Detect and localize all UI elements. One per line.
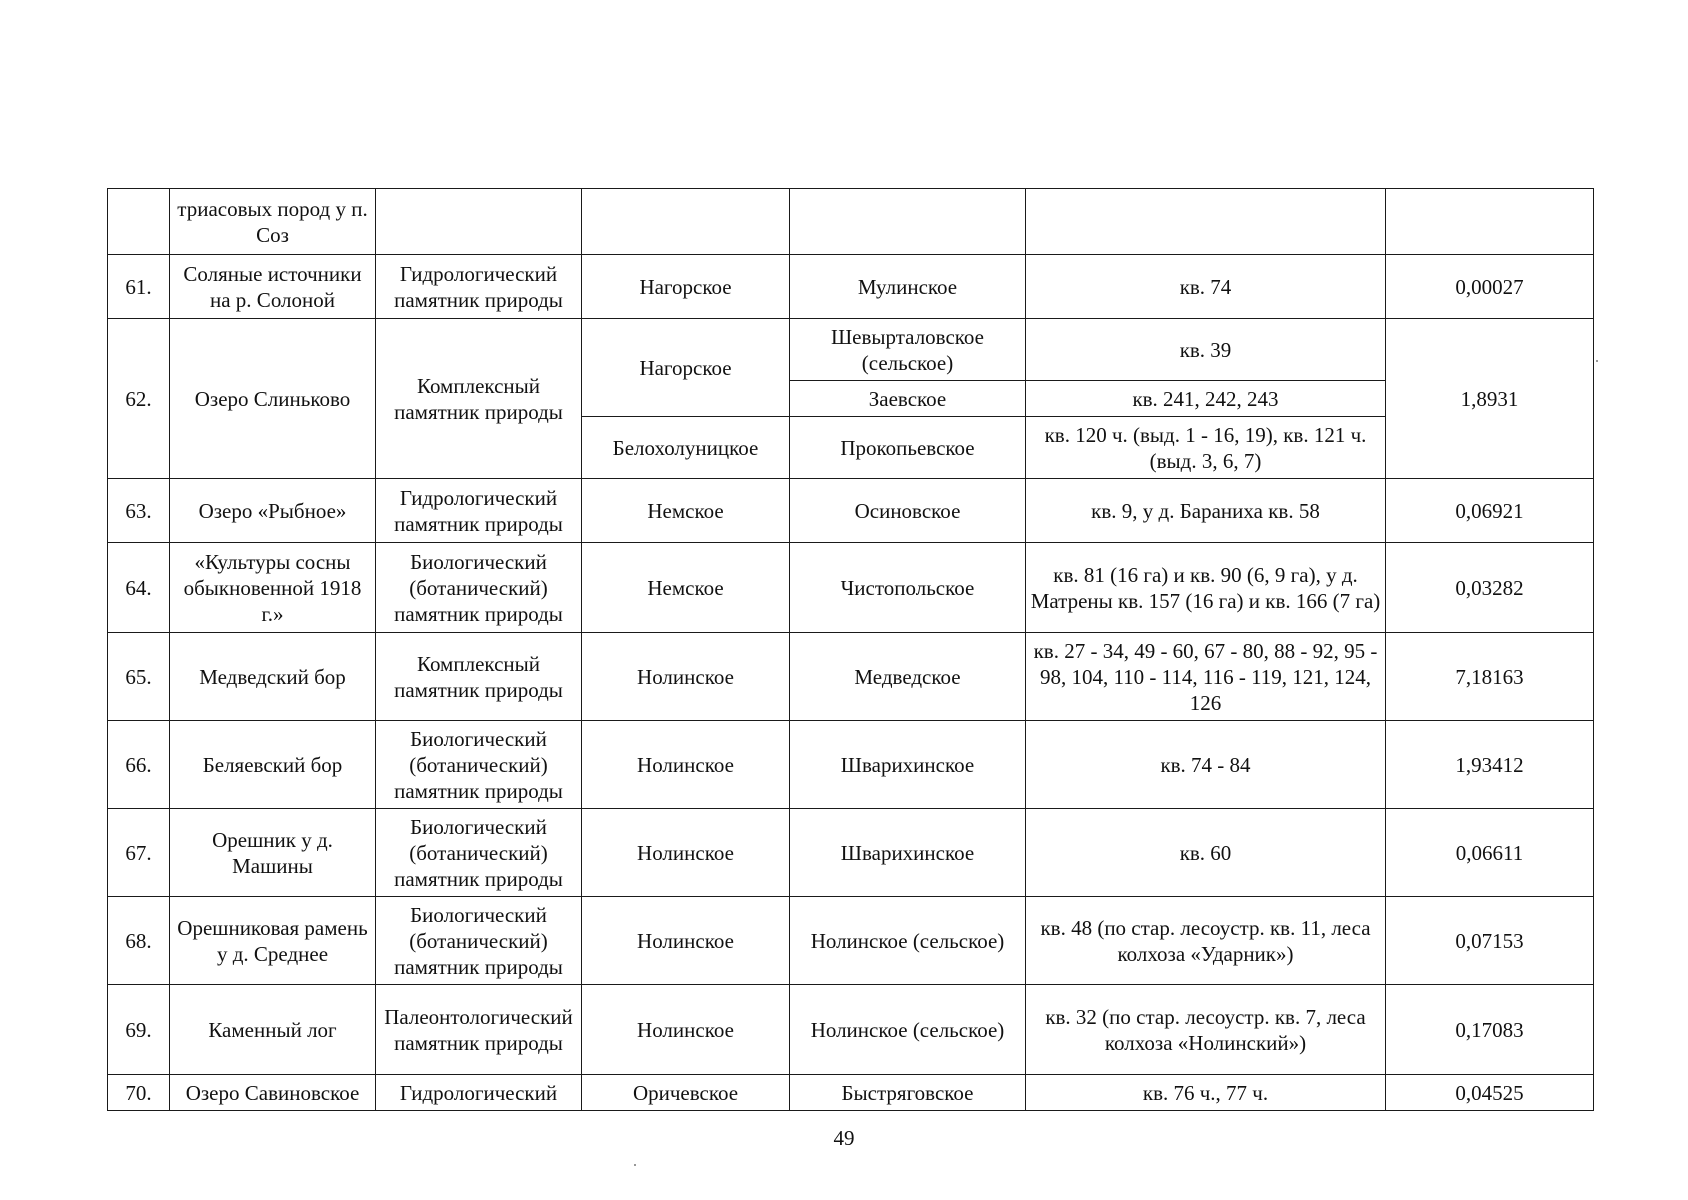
district: Нагорское: [582, 319, 790, 417]
forestry: Нолинское (сельское): [790, 897, 1026, 985]
table-row: [108, 809, 1594, 897]
site-name: Соляные источники на р. Солоной: [170, 255, 376, 319]
site-type: Гидрологический памятник природы: [376, 479, 582, 543]
district: Нолинское: [582, 897, 790, 985]
row-number: 64.: [108, 543, 170, 633]
area: 1,93412: [1386, 721, 1594, 809]
quarters: кв. 76 ч., 77 ч.: [1026, 1075, 1386, 1111]
table-row: [108, 633, 1594, 721]
site-name: Орешник у д. Машины: [170, 809, 376, 897]
site-type: Комплексный памятник природы: [376, 633, 582, 721]
forestry: Прокопьевское: [790, 417, 1026, 479]
site-type: [376, 189, 582, 255]
area: 0,07153: [1386, 897, 1594, 985]
district: [582, 189, 790, 255]
quarters: кв. 120 ч. (выд. 1 - 16, 19), кв. 121 ч. (выд. 3, 6, 7): [1026, 417, 1386, 479]
row-number: 61.: [108, 255, 170, 319]
forestry: Чистопольское: [790, 543, 1026, 633]
page-number: 49: [833, 1126, 855, 1150]
area: 1,8931: [1386, 319, 1594, 479]
quarters: кв. 48 (по стар. лесоустр. кв. 11, леса колхоза «Ударник»): [1026, 897, 1386, 985]
district: Оричевское: [582, 1075, 790, 1111]
row-number: 68.: [108, 897, 170, 985]
area: [1386, 189, 1594, 255]
row-number: 69.: [108, 985, 170, 1075]
row-number: 67.: [108, 809, 170, 897]
area: 0,03282: [1386, 543, 1594, 633]
area: 0,17083: [1386, 985, 1594, 1075]
area: 7,18163: [1386, 633, 1594, 721]
site-name: Каменный лог: [170, 985, 376, 1075]
row-number: 62.: [108, 319, 170, 479]
district: Нолинское: [582, 721, 790, 809]
table-row: [108, 1075, 1594, 1111]
row-number: 63.: [108, 479, 170, 543]
forestry: [790, 189, 1026, 255]
table-row: [108, 897, 1594, 985]
area: 0,06611: [1386, 809, 1594, 897]
district: Нолинское: [582, 633, 790, 721]
quarters: кв. 74: [1026, 255, 1386, 319]
forestry: Мулинское: [790, 255, 1026, 319]
district: Немское: [582, 479, 790, 543]
row-number: 70.: [108, 1075, 170, 1111]
district: Нолинское: [582, 809, 790, 897]
site-type: Гидрологический памятник природы: [376, 255, 582, 319]
site-type: Биологический (ботанический) памятник природы: [376, 543, 582, 633]
quarters: кв. 32 (по стар. лесоустр. кв. 7, леса колхоза «Нолинский»): [1026, 985, 1386, 1075]
quarters: кв. 74 - 84: [1026, 721, 1386, 809]
area: 0,00027: [1386, 255, 1594, 319]
site-name: Озеро Савиновское: [170, 1075, 376, 1111]
forestry: Осиновское: [790, 479, 1026, 543]
quarters: кв. 241, 242, 243: [1026, 381, 1386, 417]
site-name: «Культуры сосны обыкновенной 1918 г.»: [170, 543, 376, 633]
quarters: [1026, 189, 1386, 255]
table-row: [108, 721, 1594, 809]
area: 0,04525: [1386, 1075, 1594, 1111]
table-row: [108, 543, 1594, 633]
quarters: кв. 27 - 34, 49 - 60, 67 - 80, 88 - 92, 95 - 98, 104, 110 - 114, 116 - 119, 121, 124, 126: [1026, 633, 1386, 721]
site-type: Палеонтологический памятник природы: [376, 985, 582, 1075]
forestry: Нолинское (сельское): [790, 985, 1026, 1075]
site-name: триасовых пород у п. Соз: [170, 189, 376, 255]
forestry: Заевское: [790, 381, 1026, 417]
quarters: кв. 81 (16 га) и кв. 90 (6, 9 га), у д. Матрены кв. 157 (16 га) и кв. 166 (7 га): [1026, 543, 1386, 633]
protected-areas-table: [107, 188, 1594, 1111]
site-type: Биологический (ботанический) памятник природы: [376, 897, 582, 985]
site-type: Биологический (ботанический) памятник природы: [376, 721, 582, 809]
row-number: 65.: [108, 633, 170, 721]
scan-speck: [634, 1164, 636, 1166]
quarters: кв. 60: [1026, 809, 1386, 897]
district: Нолинское: [582, 985, 790, 1075]
site-type: Комплексный памятник природы: [376, 319, 582, 479]
forestry: Шварихинское: [790, 809, 1026, 897]
forestry: Шварихинское: [790, 721, 1026, 809]
site-name: Озеро Слиньково: [170, 319, 376, 479]
district: Нагорское: [582, 255, 790, 319]
site-name: Озеро «Рыбное»: [170, 479, 376, 543]
row-number: 66.: [108, 721, 170, 809]
site-name: Медведский бор: [170, 633, 376, 721]
table-row: [108, 985, 1594, 1075]
site-name: Орешниковая рамень у д. Среднее: [170, 897, 376, 985]
quarters: кв. 9, у д. Бараниха кв. 58: [1026, 479, 1386, 543]
table-row: [108, 479, 1594, 543]
area: 0,06921: [1386, 479, 1594, 543]
table-row: [108, 319, 1594, 381]
scan-speck: [1596, 360, 1598, 362]
forestry: Медведское: [790, 633, 1026, 721]
district: Немское: [582, 543, 790, 633]
quarters: кв. 39: [1026, 319, 1386, 381]
forestry: Шевырталовское (сельское): [790, 319, 1026, 381]
table-row: [108, 189, 1594, 255]
row-number: [108, 189, 170, 255]
forestry: Быстряговское: [790, 1075, 1026, 1111]
site-type: Гидрологический: [376, 1075, 582, 1111]
site-name: Беляевский бор: [170, 721, 376, 809]
site-type: Биологический (ботанический) памятник природы: [376, 809, 582, 897]
district: Белохолуницкое: [582, 417, 790, 479]
table-row: [108, 255, 1594, 319]
